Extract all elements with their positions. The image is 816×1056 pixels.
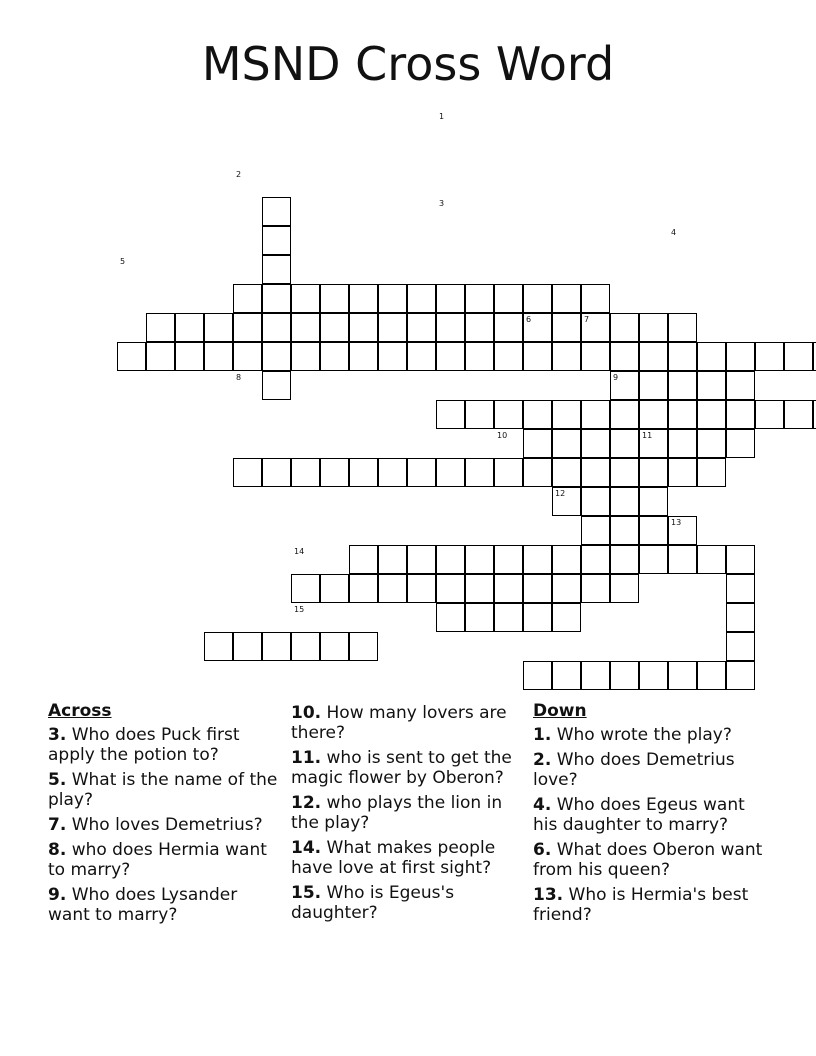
grid-cell[interactable] [320,313,349,342]
grid-cell[interactable] [552,661,581,690]
grid-cell[interactable] [262,284,291,313]
grid-cell[interactable] [233,313,262,342]
grid-cell[interactable] [349,342,378,371]
grid-cell[interactable] [233,342,262,371]
grid-cell[interactable] [726,371,755,400]
grid-cell[interactable] [494,574,523,603]
grid-cell[interactable] [639,400,668,429]
grid-cell[interactable] [726,603,755,632]
grid-cell[interactable] [581,516,610,545]
grid-cell[interactable] [610,458,639,487]
grid-cell[interactable] [291,458,320,487]
clue-number: 1 [439,112,445,121]
grid-cell[interactable] [552,429,581,458]
grid-cell[interactable] [581,574,610,603]
grid-cell[interactable] [581,400,610,429]
clue-number: 6 [526,315,532,324]
grid-cell[interactable] [668,371,697,400]
clue-item-number: 4. [533,795,552,815]
clue-item-number: 6. [533,840,552,860]
grid-cell[interactable] [465,545,494,574]
clue-item [291,793,523,833]
grid-cell[interactable] [204,313,233,342]
grid-cell[interactable] [262,342,291,371]
clue-number: 9 [613,373,619,382]
grid-cell[interactable] [697,371,726,400]
clue-item-text: Who does Puck first apply the potion to? [48,725,240,765]
grid-cell[interactable] [523,400,552,429]
grid-cell[interactable] [581,458,610,487]
clue-item [291,748,523,788]
grid-cell[interactable] [697,342,726,371]
grid-cell[interactable] [523,429,552,458]
grid-cell[interactable] [639,545,668,574]
grid-cell[interactable] [610,313,639,342]
clue-item-number: 13. [533,885,564,905]
grid-cell[interactable] [349,313,378,342]
grid-cell[interactable] [755,400,784,429]
grid-cell[interactable] [146,342,175,371]
grid-cell[interactable] [320,632,349,661]
clue-item [533,840,765,880]
grid-cell[interactable] [610,516,639,545]
clue-item [48,770,280,810]
grid-cell[interactable] [523,545,552,574]
grid-cell[interactable] [639,661,668,690]
clues-across-column-2 [291,703,523,928]
clue-item-text: How many lovers are there? [291,703,507,743]
grid-cell[interactable] [349,545,378,574]
grid-cell[interactable] [320,284,349,313]
grid-cell[interactable] [175,313,204,342]
grid-cell[interactable] [262,226,291,255]
grid-cell[interactable] [668,661,697,690]
clue-number: 14 [294,547,305,556]
grid-cell[interactable] [175,342,204,371]
grid-cell[interactable] [407,284,436,313]
clue-item-number: 11. [291,748,322,768]
grid-cell[interactable] [262,371,291,400]
grid-cell[interactable] [465,574,494,603]
grid-cell[interactable] [697,545,726,574]
grid-cell[interactable] [262,458,291,487]
clue-item-number: 14. [291,838,322,858]
grid-cell[interactable] [552,313,581,342]
grid-cell[interactable] [436,400,465,429]
clue-item-number: 1. [533,725,552,745]
clue-number: 2 [236,170,242,179]
grid-cell[interactable] [233,284,262,313]
grid-cell[interactable] [407,342,436,371]
clue-number: 3 [439,199,445,208]
clue-number: 13 [671,518,682,527]
grid-cell[interactable] [639,371,668,400]
grid-cell[interactable] [610,574,639,603]
grid-cell[interactable] [639,342,668,371]
grid-cell[interactable] [523,574,552,603]
grid-cell[interactable] [262,313,291,342]
clue-number: 12 [555,489,566,498]
clue-item [291,883,523,923]
clue-item-text: who is sent to get the magic flower by Oberon? [291,748,512,788]
grid-cell[interactable] [784,342,813,371]
grid-cell[interactable] [494,284,523,313]
grid-cell[interactable] [610,545,639,574]
clue-number: 8 [236,373,242,382]
grid-cell[interactable] [494,342,523,371]
grid-cell[interactable] [610,487,639,516]
grid-cell[interactable] [639,458,668,487]
grid-cell[interactable] [552,545,581,574]
grid-cell[interactable] [233,632,262,661]
clue-item [533,885,765,925]
grid-cell[interactable] [465,284,494,313]
grid-cell[interactable] [378,574,407,603]
grid-cell[interactable] [117,342,146,371]
grid-cell[interactable] [349,632,378,661]
grid-cell[interactable] [639,516,668,545]
grid-cell[interactable] [436,284,465,313]
grid-cell[interactable] [697,458,726,487]
clue-item-text: What makes people have love at first sight? [291,838,496,878]
grid-cell[interactable] [465,458,494,487]
grid-cell[interactable] [291,284,320,313]
grid-cell[interactable] [523,342,552,371]
clue-item-text: Who does Demetrius love? [533,750,735,790]
grid-cell[interactable] [436,545,465,574]
grid-cell[interactable] [726,429,755,458]
grid-cell[interactable] [465,603,494,632]
grid-cell[interactable] [581,545,610,574]
grid-cell[interactable] [407,545,436,574]
clue-item-text: who plays the lion in the play? [291,793,503,833]
grid-cell[interactable] [581,284,610,313]
clues-down-column [533,701,765,930]
grid-cell[interactable] [755,342,784,371]
grid-cell[interactable] [407,574,436,603]
grid-cell[interactable] [697,429,726,458]
grid-cell[interactable] [494,400,523,429]
grid-cell[interactable] [262,632,291,661]
grid-cell[interactable] [349,458,378,487]
clue-item [533,725,765,745]
grid-cell[interactable] [378,545,407,574]
grid-cell[interactable] [552,284,581,313]
grid-cell[interactable] [581,661,610,690]
grid-cell[interactable] [552,400,581,429]
clue-item-text: who does Hermia want to marry? [48,840,267,880]
clue-item [291,703,523,743]
grid-cell[interactable] [668,400,697,429]
clue-item-number: 2. [533,750,552,770]
grid-cell[interactable] [494,545,523,574]
clue-item-text: Who does Egeus want his daughter to marry? [533,795,745,835]
grid-cell[interactable] [639,487,668,516]
grid-cell[interactable] [784,400,813,429]
clue-number: 11 [642,431,653,440]
clue-number: 4 [671,228,677,237]
clue-item [533,795,765,835]
clue-item [48,885,280,925]
grid-cell[interactable] [610,342,639,371]
clue-item-text: What is the name of the play? [48,770,278,810]
grid-cell[interactable] [204,342,233,371]
grid-cell[interactable] [726,574,755,603]
grid-cell[interactable] [523,284,552,313]
clues-across-column-1 [48,701,280,930]
clue-item [48,840,280,880]
clue-item [291,838,523,878]
clue-number: 15 [294,605,305,614]
clue-item [48,725,280,765]
grid-cell[interactable] [726,632,755,661]
grid-cell[interactable] [436,574,465,603]
clue-number: 7 [584,315,590,324]
grid-cell[interactable] [378,284,407,313]
grid-cell[interactable] [262,197,291,226]
across-heading: Across [48,701,112,721]
clue-item-number: 15. [291,883,322,903]
grid-cell[interactable] [523,661,552,690]
grid-cell[interactable] [552,458,581,487]
grid-cell[interactable] [378,313,407,342]
clue-item-number: 10. [291,703,322,723]
grid-cell[interactable] [639,313,668,342]
grid-cell[interactable] [291,632,320,661]
grid-cell[interactable] [668,313,697,342]
grid-cell[interactable] [436,458,465,487]
grid-cell[interactable] [581,429,610,458]
grid-cell[interactable] [581,342,610,371]
grid-cell[interactable] [668,429,697,458]
grid-cell[interactable] [436,342,465,371]
grid-cell[interactable] [610,429,639,458]
grid-cell[interactable] [291,342,320,371]
clue-item-number: 5. [48,770,67,790]
clue-item-text: Who is Hermia's best friend? [533,885,749,925]
grid-cell[interactable] [697,661,726,690]
grid-cell[interactable] [494,603,523,632]
grid-cell[interactable] [668,458,697,487]
clue-item-text: What does Oberon want from his queen? [533,840,763,880]
grid-cell[interactable] [523,603,552,632]
clue-number: 5 [120,257,126,266]
grid-cell[interactable] [523,458,552,487]
grid-cell[interactable] [465,313,494,342]
grid-cell[interactable] [320,458,349,487]
grid-cell[interactable] [494,458,523,487]
grid-cell[interactable] [291,313,320,342]
clue-item-number: 7. [48,815,67,835]
grid-cell[interactable] [494,313,523,342]
grid-cell[interactable] [668,545,697,574]
grid-cell[interactable] [378,458,407,487]
grid-cell[interactable] [349,284,378,313]
grid-cell[interactable] [407,458,436,487]
grid-cell[interactable] [320,574,349,603]
down-heading: Down [533,701,587,721]
grid-cell[interactable] [465,400,494,429]
grid-cell[interactable] [146,313,175,342]
grid-cell[interactable] [726,400,755,429]
grid-cell[interactable] [552,603,581,632]
grid-cell[interactable] [204,632,233,661]
clue-item-number: 12. [291,793,322,813]
grid-cell[interactable] [262,255,291,284]
grid-cell[interactable] [378,342,407,371]
grid-cell[interactable] [465,342,494,371]
grid-cell[interactable] [697,400,726,429]
clue-item-number: 8. [48,840,67,860]
grid-cell[interactable] [436,313,465,342]
grid-cell[interactable] [291,574,320,603]
clue-item-text: Who is Egeus's daughter? [291,883,455,923]
grid-cell[interactable] [233,458,262,487]
grid-cell[interactable] [726,545,755,574]
clue-item-number: 3. [48,725,67,745]
grid-cell[interactable] [349,574,378,603]
grid-cell[interactable] [407,313,436,342]
clue-item-number: 9. [48,885,67,905]
clue-number: 10 [497,431,508,440]
clue-item-text: Who wrote the play? [551,725,732,745]
clue-item-text: Who does Lysander want to marry? [48,885,238,925]
grid-cell[interactable] [610,661,639,690]
grid-cell[interactable] [552,342,581,371]
clue-item [48,815,280,835]
clue-item [533,750,765,790]
puzzle-title: MSND Cross Word [201,37,615,91]
clue-item-text: Who loves Demetrius? [66,815,263,835]
grid-cell[interactable] [552,574,581,603]
grid-cell[interactable] [726,342,755,371]
grid-cell[interactable] [436,603,465,632]
grid-cell[interactable] [320,342,349,371]
grid-cell[interactable] [581,487,610,516]
grid-cell[interactable] [668,342,697,371]
grid-cell[interactable] [610,400,639,429]
grid-cell[interactable] [726,661,755,690]
